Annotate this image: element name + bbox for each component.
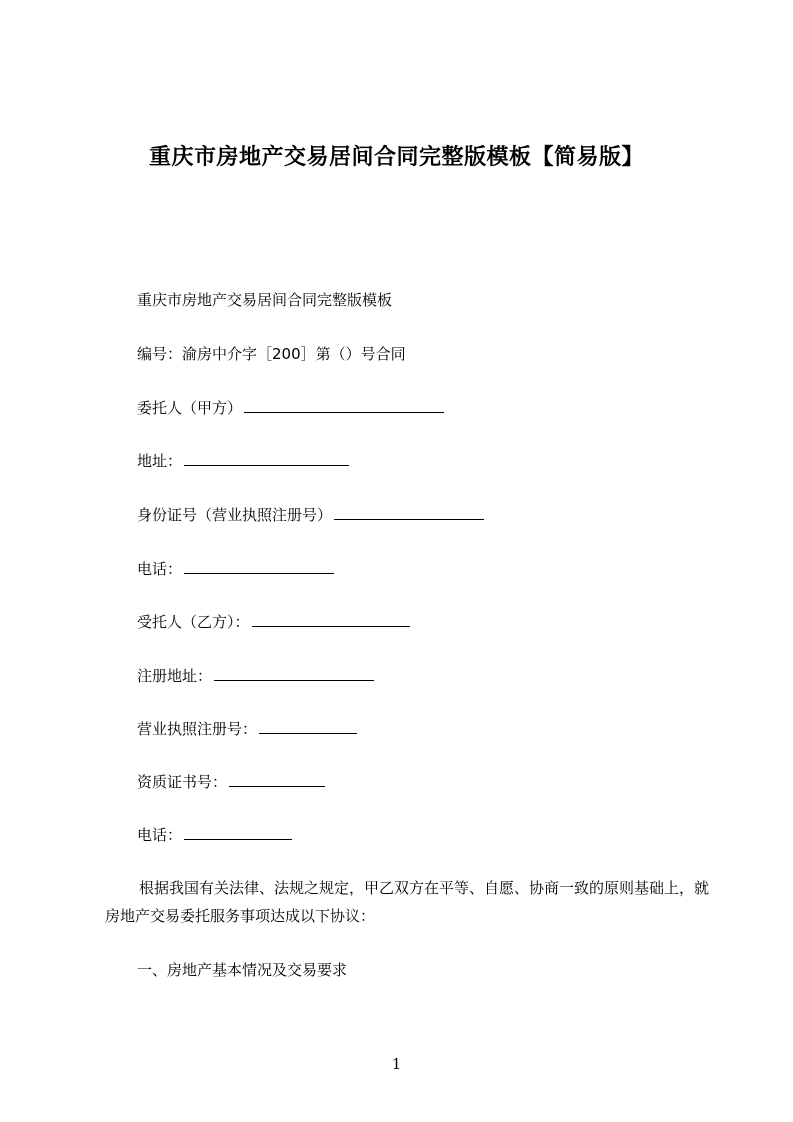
address-line	[137, 451, 349, 471]
agent-party-label: 受托人（乙方）：	[137, 613, 250, 631]
qualification-number-line	[137, 772, 325, 792]
principal-party-blank	[244, 398, 444, 413]
principal-party-label: 委托人（甲方）	[137, 399, 243, 417]
id-number-label: 身份证号（营业执照注册号）	[137, 506, 333, 524]
qualification-number-blank	[229, 772, 325, 787]
phone-label-b: 电话：	[137, 826, 183, 844]
phone-line-a	[137, 559, 334, 579]
license-number-line	[137, 719, 357, 739]
address-label: 地址：	[137, 452, 183, 470]
address-blank	[184, 451, 349, 466]
section-heading: 一、房地产基本情况及交易要求	[137, 961, 348, 979]
license-number-label: 营业执照注册号：	[137, 720, 258, 738]
document-subtitle: 重庆市房地产交易居间合同完整版模板	[137, 291, 393, 309]
document-title: 重庆市房地产交易居间合同完整版模板【简易版】	[148, 145, 644, 170]
phone-blank-a	[184, 559, 334, 574]
id-number-blank	[334, 505, 484, 520]
phone-line-b	[137, 825, 292, 845]
phone-blank-b	[184, 825, 292, 840]
registered-address-line	[137, 666, 374, 686]
registered-address-label: 注册地址：	[137, 667, 213, 685]
license-number-blank	[259, 719, 357, 734]
principal-party-line	[137, 398, 444, 418]
contract-number-line	[137, 344, 406, 364]
id-number-line	[137, 505, 484, 525]
phone-label-a: 电话：	[137, 560, 183, 578]
qualification-number-label: 资质证书号：	[137, 773, 228, 791]
agent-party-blank	[252, 612, 410, 627]
contract-number-label: 编号：渝房中介字［200］第（）号合同	[137, 345, 406, 363]
registered-address-blank	[214, 666, 374, 681]
agreement-paragraph: 根据我国有关法律、法规之规定，甲乙双方在平等、自愿、协商一致的原则基础上，就房地产交易委托服务事项达成以下协议：	[105, 879, 710, 925]
agent-party-line	[137, 612, 410, 632]
page-number: 1	[391, 1055, 402, 1073]
